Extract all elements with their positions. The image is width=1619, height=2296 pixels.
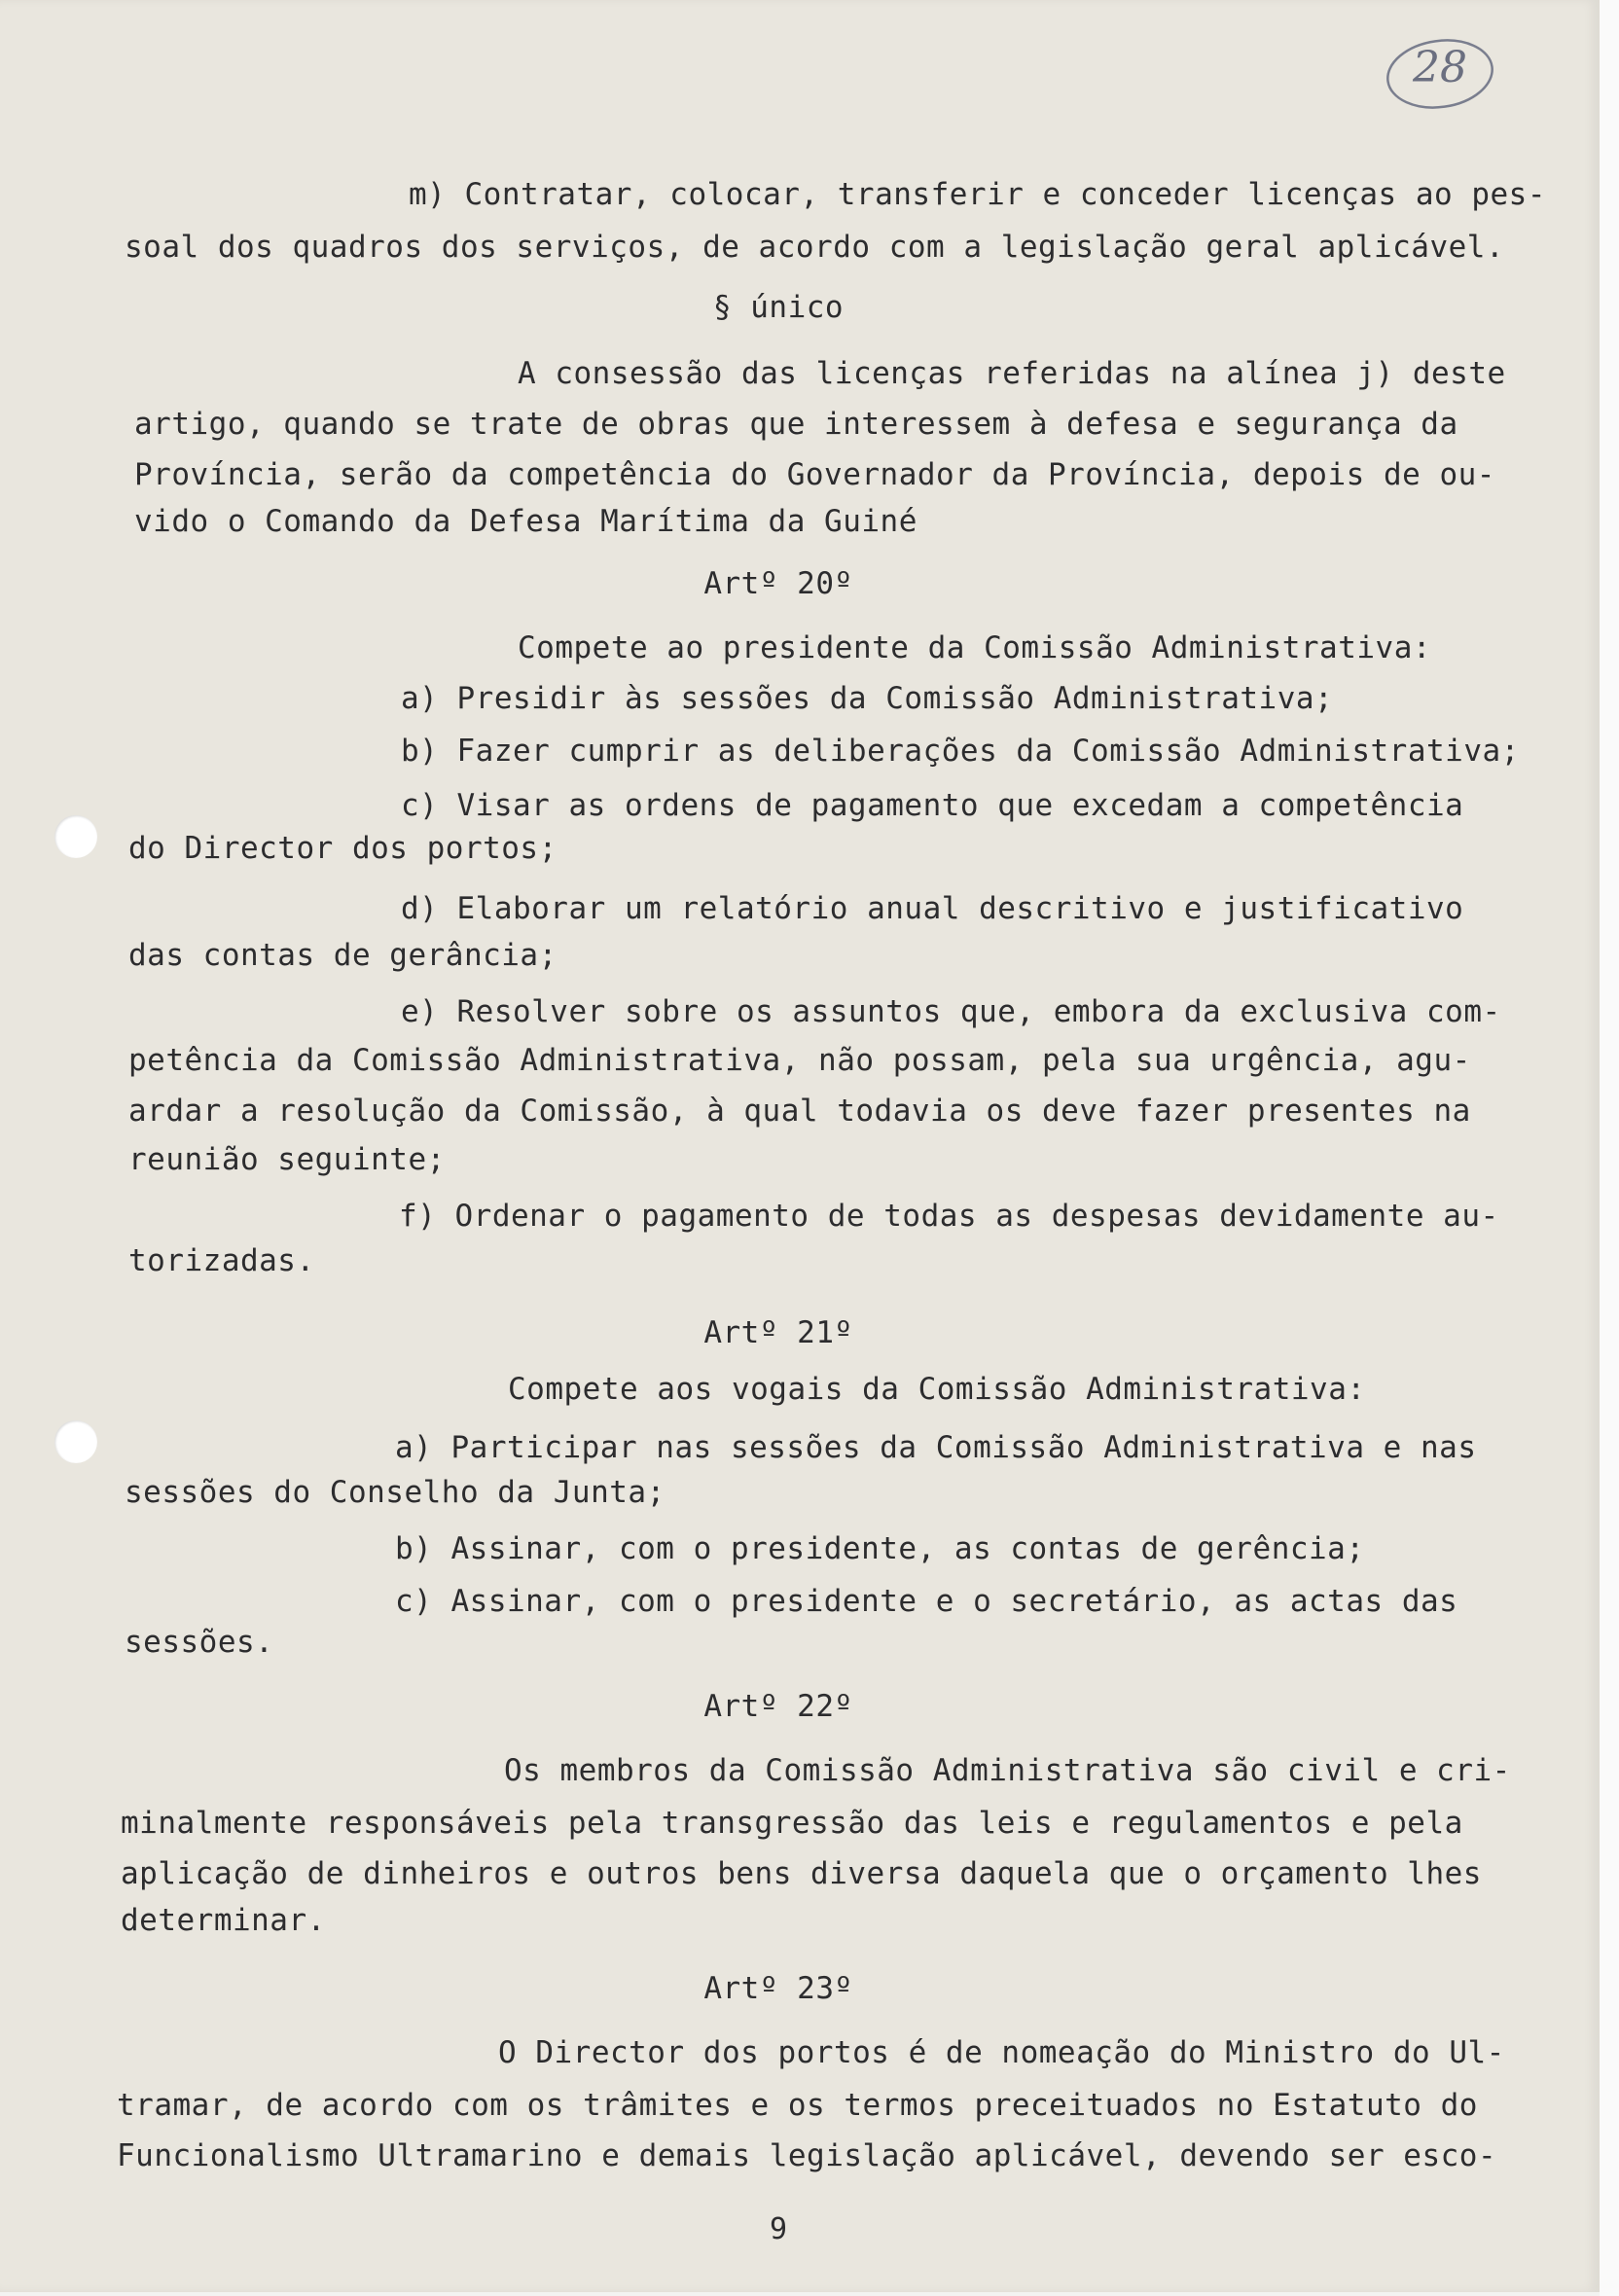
text-line: sessões. — [125, 1625, 274, 1660]
text-line: artigo, quando se trate de obras que interessem à defesa e segurança da — [134, 407, 1458, 442]
article-heading: Artº 22º — [703, 1689, 853, 1724]
section-heading: § único — [712, 290, 845, 325]
text-line: d) Elaborar um relatório anual descritivo e justificativo — [401, 891, 1464, 926]
text-line: Funcionalismo Ultramarino e demais legislação aplicável, devendo ser esco- — [117, 2138, 1497, 2173]
text-line: torizadas. — [128, 1243, 315, 1278]
text-line: sessões do Conselho da Junta; — [125, 1475, 666, 1510]
page-number: 9 — [769, 2212, 788, 2246]
scan-edge — [1600, 0, 1619, 2296]
article-heading: Artº 20º — [703, 566, 853, 601]
folio-stamp — [1382, 33, 1498, 115]
text-line: reunião seguinte; — [128, 1142, 446, 1177]
folio-number: 28 — [1413, 43, 1467, 92]
punch-hole-top — [54, 815, 97, 858]
text-line: tramar, de acordo com os trâmites e os termos preceituados no Estatuto do — [117, 2088, 1478, 2123]
article-heading: Artº 23º — [703, 1971, 853, 2006]
punch-hole-bottom — [54, 1420, 97, 1463]
text-line: a) Presidir às sessões da Comissão Administrativa; — [401, 681, 1334, 716]
text-line: b) Assinar, com o presidente, as contas de gerência; — [395, 1531, 1365, 1566]
text-line: do Director dos portos; — [128, 831, 558, 866]
text-line: das contas de gerância; — [128, 938, 558, 973]
text-line: e) Resolver sobre os assuntos que, embora da exclusiva com- — [401, 994, 1501, 1029]
text-line: Província, serão da competência do Governador da Província, depois de ou- — [134, 457, 1495, 492]
text-line: aplicação de dinheiros e outros bens diversa daquela que o orçamento lhes — [121, 1856, 1482, 1891]
text-line: soal dos quadros dos serviços, de acordo com a legislação geral aplicável. — [125, 230, 1505, 265]
text-line: m) Contratar, colocar, transferir e conceder licenças ao pes- — [409, 177, 1546, 212]
text-line: ardar a resolução da Comissão, à qual todavia os deve fazer presentes na — [128, 1094, 1471, 1129]
text-line: minalmente responsáveis pela transgressão das leis e regulamentos e pela — [121, 1806, 1463, 1841]
text-line: vido o Comando da Defesa Marítima da Guiné — [134, 504, 917, 539]
text-line: b) Fazer cumprir as deliberações da Comissão Administrativa; — [401, 734, 1520, 769]
text-line: determinar. — [121, 1903, 326, 1938]
text-line: Compete aos vogais da Comissão Administrativa: — [508, 1372, 1366, 1407]
text-line: c) Assinar, com o presidente e o secretário, as actas das — [395, 1584, 1458, 1619]
article-heading: Artº 21º — [703, 1315, 853, 1350]
text-line: O Director dos portos é de nomeação do Ministro do Ul- — [498, 2035, 1505, 2070]
text-line: c) Visar as ordens de pagamento que excedam a competência — [401, 788, 1464, 823]
text-line: petência da Comissão Administrativa, não possam, pela sua urgência, agu- — [128, 1043, 1471, 1078]
text-line: A consessão das licenças referidas na alínea j) deste — [518, 356, 1506, 391]
text-line: a) Participar nas sessões da Comissão Administrativa e nas — [395, 1430, 1477, 1465]
text-line: Compete ao presidente da Comissão Administrativa: — [518, 630, 1432, 665]
text-line: Os membros da Comissão Administrativa são civil e cri- — [504, 1753, 1511, 1788]
text-line: f) Ordenar o pagamento de todas as despesas devidamente au- — [399, 1199, 1499, 1234]
